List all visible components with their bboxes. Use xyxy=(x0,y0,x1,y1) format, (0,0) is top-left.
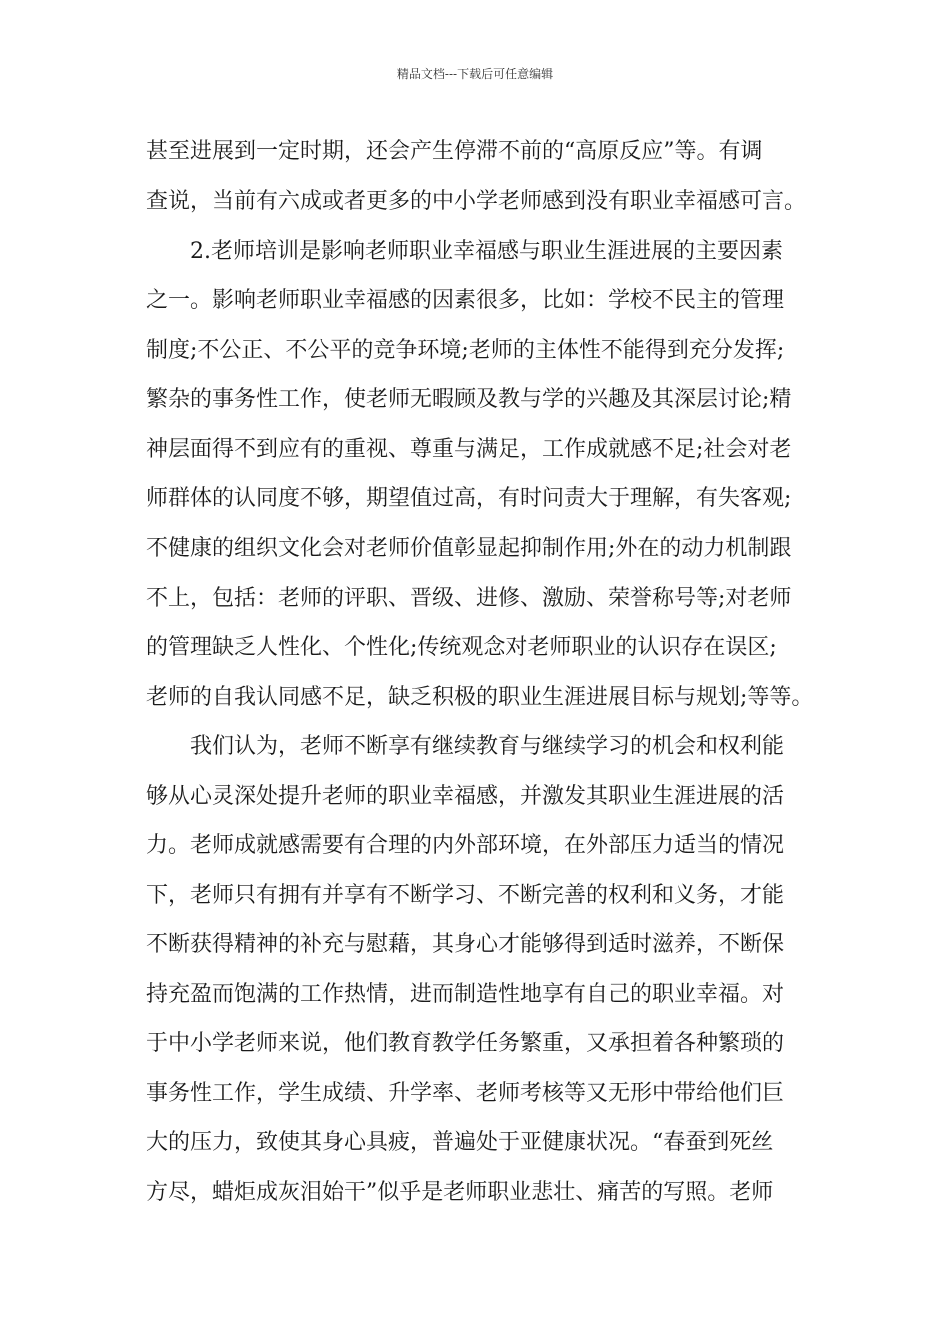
paragraph-start-line: 2.老师培训是影响老师职业幸福感与职业生涯进展的主要因素 xyxy=(190,239,783,264)
body-line: 持充盈而饱满的工作热情，进而制造性地享有自己的职业幸福。对 xyxy=(146,982,785,1007)
body-line: 不断获得精神的补充与慰藉，其身心才能够得到适时滋养，不断保 xyxy=(146,932,785,957)
body-line: 甚至进展到一定时期，还会产生停滞不前的“高原反应”等。有调 xyxy=(146,139,763,164)
body-line: 制度;不公正、不公平的竞争环境;老师的主体性不能得到充分发挥; xyxy=(146,338,785,363)
body-line: 神层面得不到应有的重视、尊重与满足，工作成就感不足;社会对老 xyxy=(146,437,792,462)
body-line: 的管理缺乏人性化、个性化;传统观念对老师职业的认识存在误区; xyxy=(146,635,777,660)
body-line: 不健康的组织文化会对老师价值彰显起抑制作用;外在的动力机制跟 xyxy=(146,536,792,561)
body-line: 够从心灵深处提升老师的职业幸福感，并激发其职业生涯进展的活 xyxy=(146,784,785,809)
paragraph-start-line: 我们认为，老师不断享有继续教育与继续学习的机会和权利能 xyxy=(190,734,785,759)
body-line: 之一。影响老师职业幸福感的因素很多，比如：学校不民主的管理 xyxy=(146,288,785,313)
body-line: 大的压力，致使其身心具疲，普遍处于亚健康状况。“春蚕到死丝 xyxy=(146,1130,774,1155)
body-line: 力。老师成就感需要有合理的内外部环境，在外部压力适当的情况 xyxy=(146,833,785,858)
body-line: 不上，包括：老师的评职、晋级、进修、激励、荣誉称号等;对老师 xyxy=(146,586,792,611)
page-header: 精品文档---下载后可任意编辑 xyxy=(396,67,554,81)
body-line: 老师的自我认同感不足，缺乏积极的职业生涯进展目标与规划;等等。 xyxy=(146,685,814,710)
body-line: 下，老师只有拥有并享有不断学习、不断完善的权利和义务，才能 xyxy=(146,883,785,908)
body-line: 师群体的认同度不够，期望值过高，有时问责大于理解，有失客观; xyxy=(146,486,792,511)
body-line: 于中小学老师来说，他们教育教学任务繁重，又承担着各种繁琐的 xyxy=(146,1031,785,1056)
body-line: 方尽，蜡炬成灰泪始干”似乎是老师职业悲壮、痛苦的写照。老师 xyxy=(146,1180,774,1205)
body-line: 繁杂的事务性工作，使老师无暇顾及教与学的兴趣及其深层讨论;精 xyxy=(146,387,792,412)
body-line: 查说，当前有六成或者更多的中小学老师感到没有职业幸福感可言。 xyxy=(146,189,807,214)
body-line: 事务性工作，学生成绩、升学率、老师考核等又无形中带给他们巨 xyxy=(146,1081,785,1106)
